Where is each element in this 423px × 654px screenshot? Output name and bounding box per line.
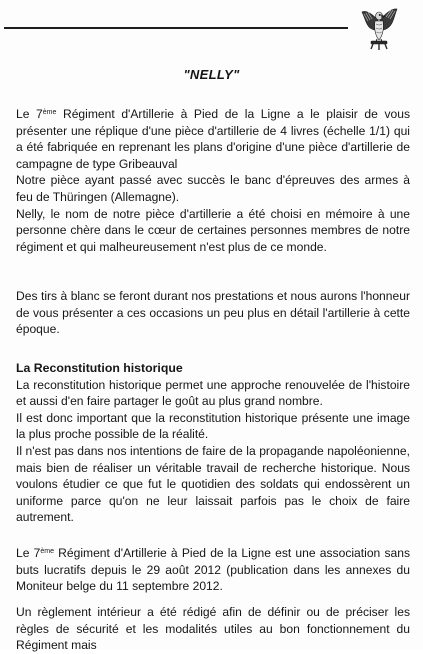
intro-paragraph-blank-fire: Des tirs à blanc se feront durant nos prestations et nous aurons l'honneur de vous présenter a ces occasions un peu plus en détail l'artillerie à cette époque. — [16, 289, 410, 337]
intro-paragraph-text: Régiment d'Artillerie à Pied de la Ligne a le plaisir de vous présenter une réplique d'une pièce d'artillerie de 4 livres (échelle 1/1) qui a été fabriquée en reprenant les plans d'origine d'une pièce d'artillerie de campagne de type Gribeauval — [16, 107, 410, 171]
section-heading: La Reconstitution historique — [16, 361, 183, 375]
reconstitution-section — [16, 360, 410, 526]
header-rule — [4, 27, 348, 29]
ordinal-suffix: ème — [40, 548, 54, 555]
rules-section — [16, 604, 410, 654]
intro-paragraph-regiment — [16, 106, 410, 172]
intro-paragraph-test: Notre pièce ayant passé avec succès le banc d'épreuves des armes à feu de Thüringen (Allemagne). — [16, 173, 410, 204]
ordinal-suffix: ème — [42, 109, 57, 116]
regiment-number: Le 7 — [16, 546, 41, 560]
association-paragraph-text: Régiment d'Artillerie à Pied de la Ligne est une association sans buts lucratifs depuis le 29 août 2012 (publication dans les annexes du Moniteur belge du 11 septembre 2012. — [16, 546, 410, 594]
reconstitution-paragraph-intentions: Il n'est pas dans nos intentions de faire de la propagande napoléonienne, mais bien de réaliser un véritable travail de recherche historique. Nous voulons étudier ce que fut le quotidien des soldats qui endossèrent un uniforme parce qu'on ne leur laissait parfois pas le choix de faire autrement. — [16, 443, 410, 525]
page-title: "NELLY" — [183, 67, 240, 82]
regiment-number: Le 7 — [16, 107, 43, 121]
intro-paragraph-name: Nelly, le nom de notre pièce d'artillerie a été choisi en mémoire à une personne chère dans le cœur de certaines personnes membres de notre régiment et qui malheureusement n'est plus de ce monde. — [16, 206, 410, 254]
reconstitution-paragraph-approach: La reconstitution historique permet une approche renouvelée de l'histoire et aussi d'en faire partager le goût au plus grand nombre. — [16, 377, 410, 409]
association-paragraph — [16, 545, 410, 595]
reconstitution-paragraph-image: Il est donc important que la reconstitution historique présente une image la plus proche possible de la réalité. — [16, 410, 410, 442]
blank-fire-section — [16, 288, 410, 338]
intro-section — [16, 106, 410, 255]
association-section — [16, 545, 410, 595]
imperial-eagle-icon — [358, 4, 400, 52]
rules-paragraph: Un règlement intérieur a été rédigé afin de définir ou de préciser les règles de sécurité et les modalités utiles au bon fonctionnement du Régiment mais — [16, 605, 410, 653]
